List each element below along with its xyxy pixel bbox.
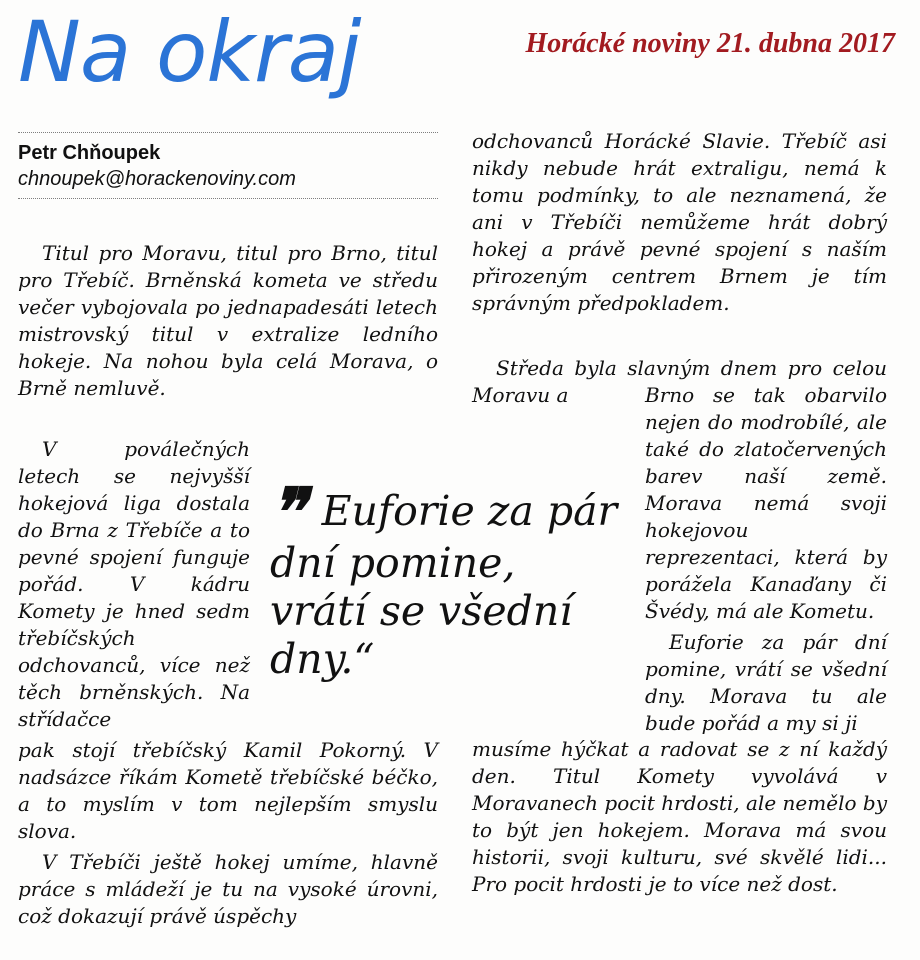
author-name: Petr Chňoupek [18, 142, 161, 164]
article-paragraph-3: pak stojí třebíčský Kamil Pokorný. V nadsázce říkám Kometě třebíčské béčko, a to myslím v tom nejlepším smyslu slova. [18, 738, 438, 843]
byline [18, 142, 438, 190]
article-paragraph-1: Titul pro Moravu, titul pro Brno, titul pro Třebíč. Brněnská kometa ve středu večer vybojovala po jednapadesáti letech mistrovský titul v extralize ledního hokeje. Na nohou byla celá Morava, o Brně nemluvě. [18, 241, 438, 400]
article-paragraph-6-lead: Středa byla slavným dnem pro celou Moravu a [472, 356, 887, 407]
article-column-left-top [18, 240, 438, 406]
section-title: Na okraj [18, 3, 361, 101]
article-column-left-bottom [18, 737, 438, 934]
article-paragraph-8: musíme hýčkat a radovat se z ní každý den. Titul Komety vyvolává v Moravanech pocit hrdosti, ale nemělo by to být jen hokejem. Morava má svou historii, svoji kulturu, své skvělé lidi... Pro pocit hrdosti je to více než dost. [472, 737, 887, 896]
byline-bottom-rule [18, 198, 438, 199]
quote-mark-icon: ❞ [270, 473, 306, 551]
article-column-left-middle [18, 436, 250, 737]
article-column-right-bottom [472, 736, 887, 902]
pull-quote [270, 473, 620, 683]
newspaper-source-date: Horácké noviny 21. dubna 2017 [525, 28, 895, 59]
article-paragraph-2: V poválečných letech se nejvyšší hokejová liga dostala do Brna z Třebíče a to pevné spojení funguje pořád. V kádru Komety je hned sedm třebíčských odchovanců, více než těch brněnských. Na střídačce [18, 437, 250, 731]
article-paragraph-4: V Třebíči ještě hokej umíme, hlavně práce s mládeží je tu na vysoké úrovni, což dokazují právě úspěchy [18, 850, 438, 928]
article-column-right-middle [645, 382, 887, 741]
article-paragraph-6: Brno se tak obarvilo nejen do modrobílé, ale také do zlatočervených barev naší země. Morava nemá svoji hokejovou reprezentaci, která by porážela Kanaďany či Švédy, má ale Kometu. [645, 383, 887, 623]
pull-quote-text: Euforie za pár dní pomine, vrátí se všední dny.“ [270, 487, 618, 683]
article-paragraph-7: Euforie za pár dní pomine, vrátí se všední dny. Morava tu ale bude pořád a my si ji [645, 630, 887, 735]
article-column-right-top [472, 128, 887, 321]
byline-top-rule [18, 132, 438, 133]
article-paragraph-5: odchovanců Horácké Slavie. Třebíč asi nikdy nebude hrát extraligu, nemá k tomu podmínky, to ale neznamená, že ani v Třebíči nemůžeme hrát dobrý hokej a právě pevné spojení s naším přirozeným centrem Brnem je tím správným předpokladem. [472, 129, 887, 315]
author-email: chnoupek@horackenoviny.com [18, 168, 296, 190]
